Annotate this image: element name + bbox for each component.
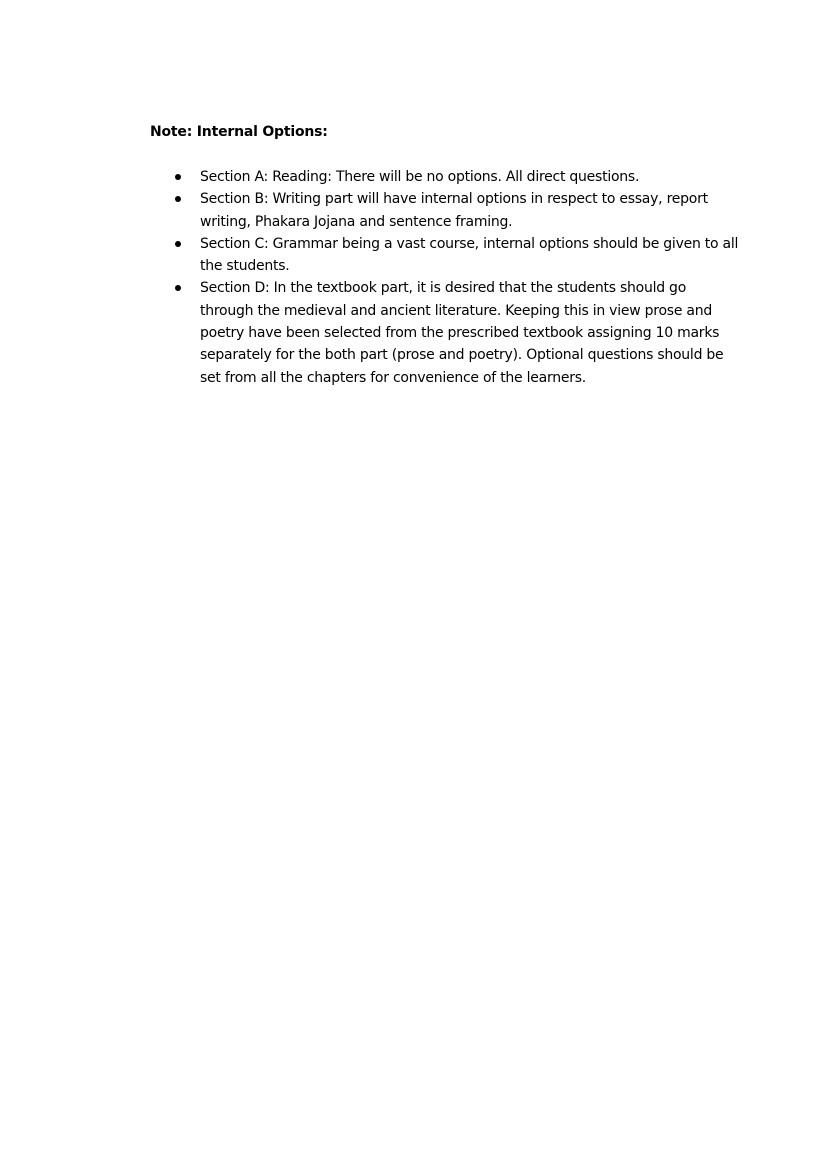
list-item-text: Section C: Grammar being a vast course, internal options should be given to all the students. — [200, 235, 739, 275]
list-item — [150, 277, 740, 388]
bullet-icon — [175, 196, 181, 202]
list-item — [150, 166, 740, 188]
bullet-icon — [175, 285, 181, 291]
note-heading: Note: Internal Options: — [150, 124, 328, 140]
list-item-text: Section D: In the textbook part, it is desired that the students should go through the medieval and ancient literature. Keeping this in view prose and poetry have been selected from the prescribed textbook assigning 10 marks separately for the both part (prose and poetry). Optional questions should be set from all the chapters for convenience of the learners. — [200, 280, 724, 386]
list-item-text: Section A: Reading: There will be no options. All direct questions. — [200, 169, 640, 185]
list-item-text: Section B: Writing part will have internal options in respect to essay, report writing, Phakara Jojana and sentence framing. — [200, 191, 708, 230]
list-item — [150, 233, 740, 278]
list-item — [150, 188, 740, 233]
bullet-icon — [175, 241, 181, 247]
bullet-icon — [175, 174, 181, 180]
internal-options-list — [150, 166, 740, 389]
